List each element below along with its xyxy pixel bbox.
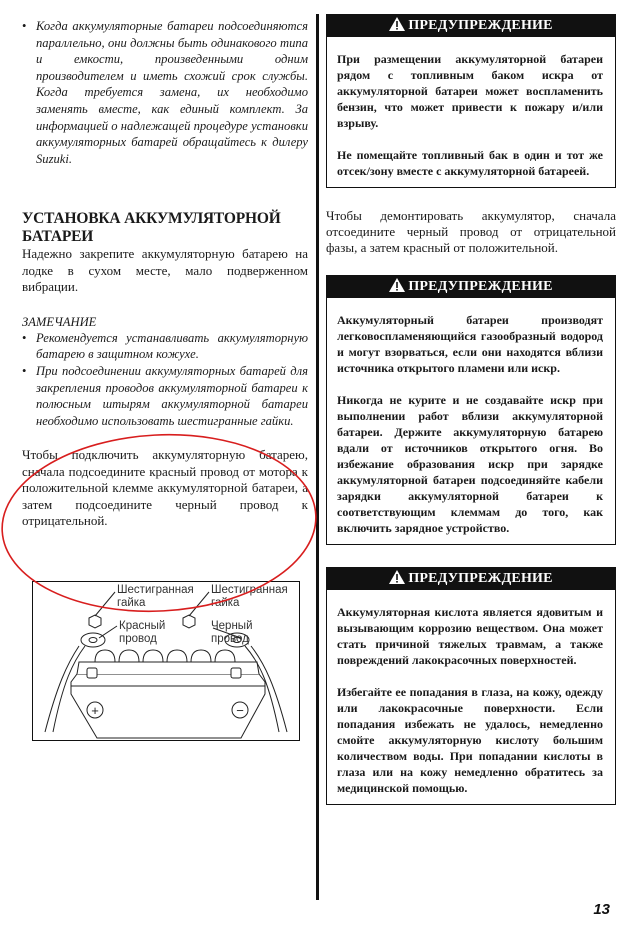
warning-paragraph: Не помещайте топливный бак в один и тот же отсек/зону вместе с аккумуляторной батареей. — [337, 148, 603, 178]
connect-paragraph: Чтобы подключить аккумуляторную батарею, сначала подсоедините красный провод от мотора к положительной клемме аккумуляторной батареи, а затем подсоедините черный провод к отрицательной. — [22, 447, 308, 529]
label-line: Шестигранная — [117, 584, 194, 596]
minus-sign: − — [236, 703, 244, 718]
warning-box-hydrogen — [326, 275, 616, 545]
cell-caps — [95, 650, 235, 662]
warning-triangle-icon — [389, 570, 405, 592]
hex-nut-left — [89, 615, 101, 628]
warning-paragraph: Аккумуляторная кислота является ядовитым и вызывающим коррозию веществом. Она может стать причиной тяжелых травмам, а также повреждений лакокрасочных поверхностей. — [337, 604, 603, 667]
battery-diagram — [32, 581, 300, 741]
label-line: гайка — [117, 597, 146, 609]
label-hex-nut-left — [117, 584, 194, 610]
note-bullet-text: При подсоединении аккумуляторных батарей для закрепления проводов аккумуляторной батареи к полюсным штырям аккумуляторной батареи необходимо использовать шестигранные гайки. — [36, 364, 308, 428]
warning-body — [327, 298, 615, 544]
note-bullet — [22, 330, 308, 363]
bullet-dot: • — [22, 19, 27, 33]
positive-terminal — [87, 668, 97, 678]
label-line: провод — [119, 633, 157, 645]
label-line: гайка — [211, 597, 240, 609]
warning-title: ПРЕДУПРЕЖДЕНИЕ — [408, 18, 553, 33]
bullet-dot: • — [22, 364, 27, 379]
remove-battery-paragraph: Чтобы демонтировать аккумулятор, сначала отсоедините черный провод от отрицательной фазы, а затем красный от положительной. — [326, 208, 616, 256]
left-column — [22, 14, 308, 718]
right-column — [326, 14, 616, 805]
note-bullet — [22, 363, 308, 429]
page-number: 13 — [593, 901, 610, 918]
label-black-lead — [211, 620, 253, 646]
label-hex-nut-right — [211, 584, 288, 610]
negative-terminal — [231, 668, 241, 678]
warning-paragraph: Никогда не курите и не создавайте искр при выполнении работ вблизи аккумуляторной батареи. Держите аккумуляторную батарею вдали от источников открытого огня. Во избежание образования искр при зарядке аккумуляторной батареи подсоединяйте кабели зарядки аккумуляторной батареи к соответствующим клеммам до того, как включить зарядное устройство. — [337, 392, 603, 535]
warning-box-acid — [326, 567, 616, 805]
column-divider — [316, 14, 319, 900]
warning-header — [327, 15, 615, 37]
warning-title: ПРЕДУПРЕЖДЕНИЕ — [408, 278, 553, 294]
label-red-lead — [119, 620, 165, 646]
warning-title: ПРЕДУПРЕЖДЕНИЕ — [408, 570, 553, 586]
warning-body — [327, 590, 615, 804]
warning-paragraph: Аккумуляторный батареи производят легковоспламеняющийся газообразный водород и могут взорваться, если они находятся вблизи источника открытого пламени или искр. — [337, 312, 603, 375]
section-heading: УСТАНОВКА АККУМУЛЯТОРНОЙ БАТАРЕИ — [22, 210, 281, 246]
warning-paragraph: При размещении аккумуляторной батареи рядом с топливным баком искра от аккумуляторной батареи может воспламенить бензин, что может привести к пожару и/или взрыву. — [337, 52, 603, 130]
intro-paragraph: Надежно закрепите аккумуляторную батарею на лодке в сухом месте, мало подверженном вибрации. — [22, 246, 308, 295]
warning-box-fuel — [326, 14, 616, 188]
label-line: Красный — [119, 620, 166, 632]
parallel-batteries-text: Когда аккумуляторные батареи подсоединяются параллельно, они должны быть одинакового типа и емкости, произведенными одним производителем и иметь схожий срок службы. Когда требуется замена, их необходимо заменять вместе, как единый комплект. За информацией о надлежащей процедуре установки аккумуляторных батарей обращайтесь к дилеру Suzuki. — [36, 19, 308, 166]
warning-header — [327, 276, 615, 298]
parallel-batteries-bullet — [22, 18, 308, 167]
label-line: Шестигранная — [211, 584, 288, 596]
warning-header — [327, 568, 615, 590]
label-line: провод — [211, 633, 249, 645]
warning-triangle-icon — [389, 17, 405, 39]
label-line: Черный — [211, 620, 253, 632]
warning-paragraph: Избегайте ее попадания в глаза, на кожу, одежду или лакокрасочные поверхности. Если попадания избежать не удалось, немедленно смойте аккумуляторную кислоту большим количеством воды. При попадании кислоты в глаза или на кожу немедленно обратитесь за медицинской помощью. — [337, 684, 603, 795]
hex-nut-right — [183, 615, 195, 628]
note-bullet-text: Рекомендуется устанавливать аккумуляторную батарею в защитном кожухе. — [36, 330, 308, 362]
bullet-dot: • — [22, 330, 27, 345]
warning-body — [327, 37, 615, 187]
warning-triangle-icon — [389, 278, 405, 300]
note-title: ЗАМЕЧАНИЕ — [22, 314, 97, 329]
plus-sign: + — [91, 703, 99, 718]
